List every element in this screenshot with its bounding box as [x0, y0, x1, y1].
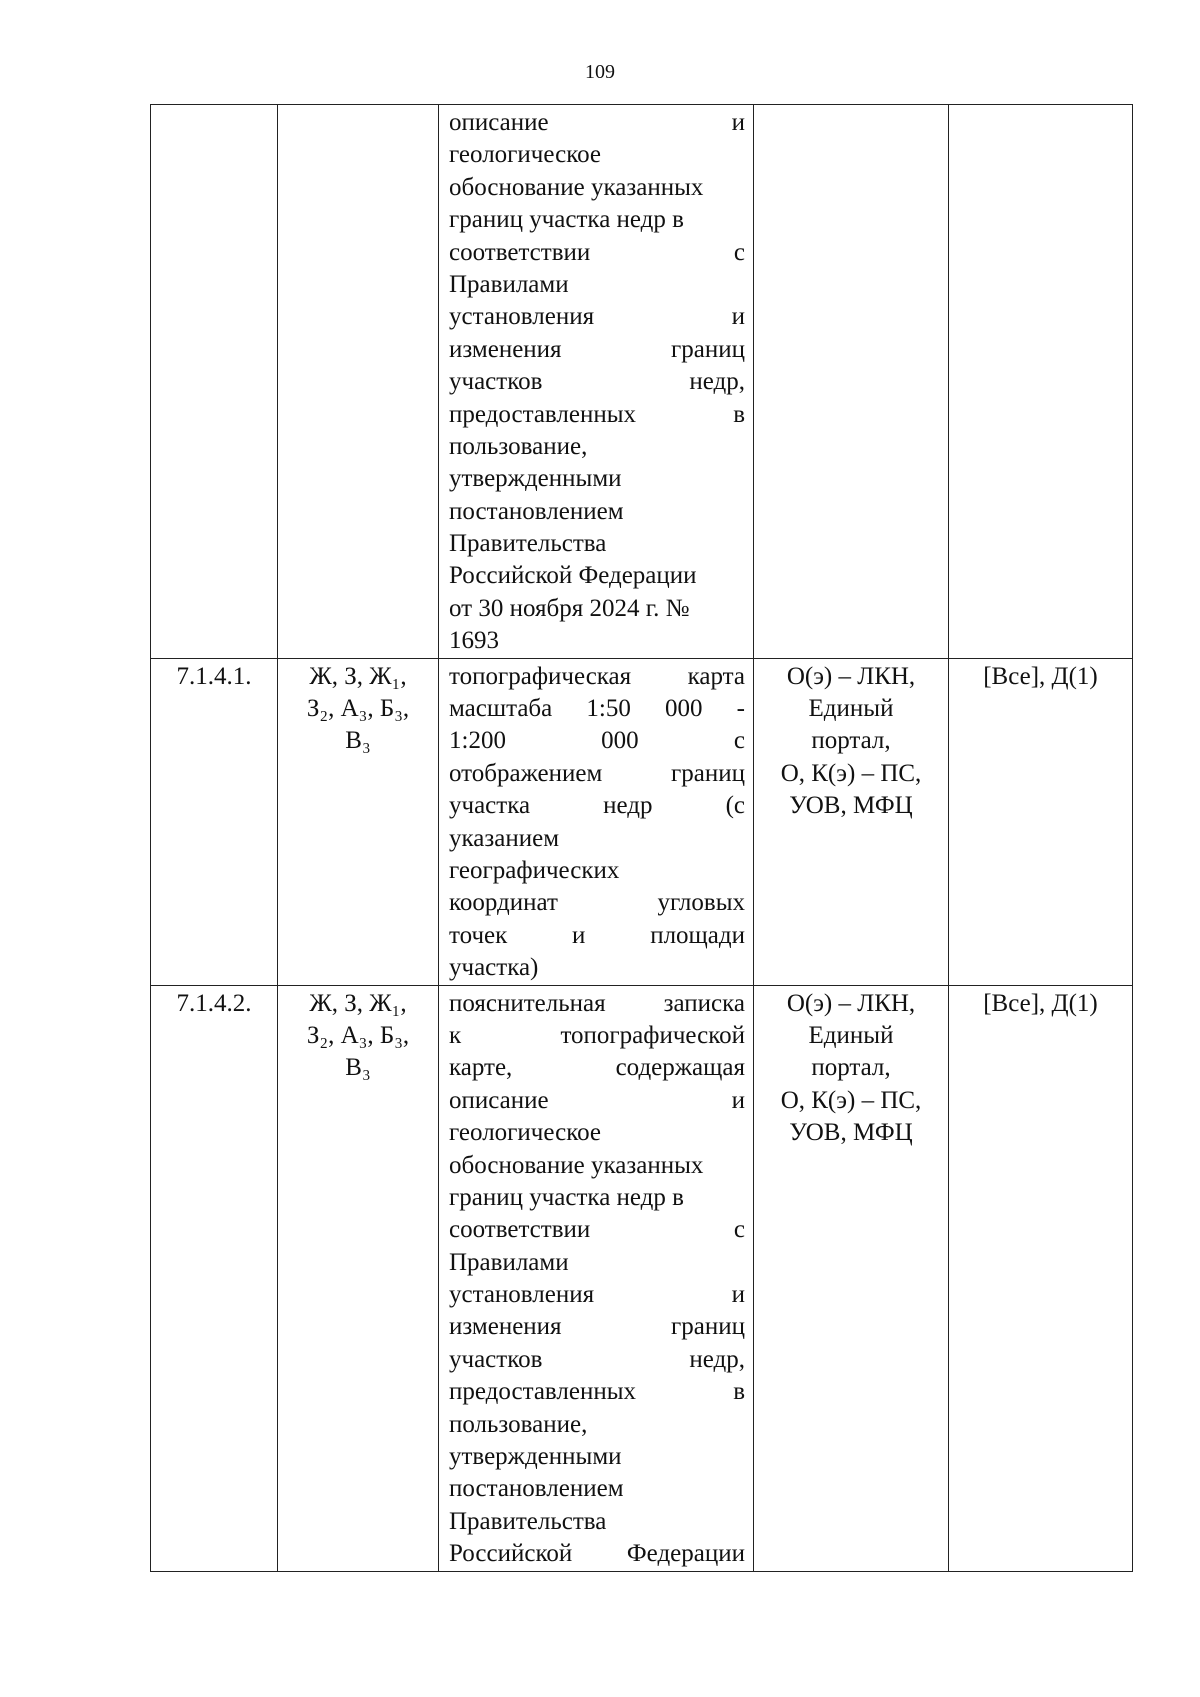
- recipients-text: [Все], Д(1): [983, 989, 1098, 1017]
- description-line: [449, 237, 745, 269]
- codes-cell: [278, 658, 439, 985]
- description-word: недр,: [689, 1345, 745, 1373]
- description-word: участка: [449, 792, 531, 820]
- description-word: постановлением: [449, 497, 624, 525]
- description-word: геологическое: [449, 1119, 601, 1147]
- description-word: недр: [603, 792, 653, 820]
- description-word: масштаба: [449, 695, 553, 723]
- description-line: [449, 139, 745, 171]
- description-word: изменения: [449, 335, 562, 363]
- codes-cell: [278, 105, 439, 659]
- channel-line: О(э) – ЛКН,: [786, 662, 916, 690]
- item-number-cell: [151, 658, 278, 985]
- description-line: [449, 1182, 745, 1214]
- description-word: Правилами: [449, 270, 569, 298]
- table-row: [151, 985, 1133, 1571]
- description-word: участка): [449, 954, 539, 982]
- description-word: границ: [671, 335, 745, 363]
- codes-cell: [278, 985, 439, 1571]
- code-line: В₃: [345, 727, 371, 755]
- description-word: и: [731, 1086, 745, 1114]
- description-word: описание: [449, 109, 549, 136]
- description-line: [449, 1344, 745, 1376]
- description-cell: [439, 985, 754, 1571]
- description-word: геологическое: [449, 141, 601, 169]
- description-word: от 30 ноября 2024 г. №: [449, 594, 690, 622]
- description-line: [449, 1052, 745, 1084]
- description-line: [449, 855, 745, 887]
- description-word: 000: [665, 695, 703, 723]
- code-line: Ж, З, Ж₁,: [309, 989, 407, 1017]
- description-word: содержащая: [615, 1054, 745, 1082]
- table-row: [151, 105, 1133, 659]
- channel-line: портал,: [811, 1054, 891, 1082]
- description-line: [449, 399, 745, 431]
- description-line: [449, 1117, 745, 1149]
- description-line: [449, 1085, 745, 1117]
- description-word: записка: [663, 989, 745, 1017]
- description-line: [449, 528, 745, 560]
- description-line: [449, 693, 745, 725]
- description-word: границ: [671, 1313, 745, 1341]
- description-word: к: [449, 1021, 462, 1049]
- description-word: недр,: [689, 368, 745, 396]
- description-word: установления: [449, 303, 595, 331]
- recipients-cell: [949, 105, 1133, 659]
- description-word: координат: [449, 889, 558, 917]
- description-line: [449, 661, 745, 693]
- description-line: [449, 1376, 745, 1408]
- description-word: и: [572, 921, 586, 949]
- description-line: [449, 823, 745, 855]
- description-word: и: [731, 1281, 745, 1309]
- description-word: указанием: [449, 824, 560, 852]
- channel-line: УОВ, МФЦ: [789, 792, 913, 820]
- description-word: предоставленных: [449, 1378, 637, 1406]
- recipients-cell: [949, 658, 1133, 985]
- description-word: с: [733, 238, 745, 266]
- description-word: соответствии: [449, 238, 591, 266]
- description-word: границ: [671, 759, 745, 787]
- code-line: З₂, А₃, Б₃,: [306, 1021, 410, 1049]
- description-line: [449, 560, 745, 592]
- description-line: [449, 790, 745, 822]
- code-line: В₃: [345, 1054, 371, 1082]
- description-word: 1:50: [586, 695, 631, 723]
- code-line: З₂, А₃, Б₃,: [306, 695, 410, 723]
- description-word: участков: [449, 368, 543, 396]
- description-line: [449, 463, 745, 495]
- description-word: 1693: [449, 627, 499, 655]
- description-word: Российской Федерации: [449, 562, 697, 590]
- description-word: пользование,: [449, 1410, 588, 1438]
- description-line: [449, 204, 745, 236]
- description-line: [449, 366, 745, 398]
- description-word: топографическая: [449, 662, 632, 690]
- description-word: установления: [449, 1281, 595, 1309]
- description-word: отображением: [449, 759, 603, 787]
- description-line: [449, 593, 745, 625]
- channel-line: Единый: [808, 695, 894, 723]
- recipients-text: [Все], Д(1): [983, 662, 1098, 690]
- item-number-cell: [151, 105, 278, 659]
- description-word: угловых: [657, 889, 745, 917]
- channels-cell: [754, 105, 949, 659]
- channel-line: УОВ, МФЦ: [789, 1119, 913, 1147]
- description-line: [449, 172, 745, 204]
- code-line: Ж, З, Ж₁,: [309, 662, 407, 690]
- description-word: обоснование указанных: [449, 173, 704, 201]
- description-line: [449, 887, 745, 919]
- description-line: [449, 1538, 745, 1570]
- description-word: площади: [650, 921, 745, 949]
- channel-line: портал,: [811, 727, 891, 755]
- description-cell: [439, 658, 754, 985]
- description-word: с: [733, 727, 745, 755]
- item-number: 7.1.4.1.: [176, 662, 252, 690]
- description-word: соответствии: [449, 1216, 591, 1244]
- description-line: [449, 1150, 745, 1182]
- description-line: [449, 1473, 745, 1505]
- channel-line: Единый: [808, 1021, 894, 1049]
- description-word: утвержденными: [449, 1443, 622, 1471]
- description-line: [449, 269, 745, 301]
- channel-line: О(э) – ЛКН,: [786, 989, 916, 1017]
- description-word: с: [733, 1216, 745, 1244]
- description-line: [449, 1409, 745, 1441]
- page-number: 109: [585, 61, 615, 83]
- description-word: Российской: [449, 1540, 573, 1568]
- description-line: [449, 1214, 745, 1246]
- description-word: 1:200: [449, 727, 506, 755]
- description-line: [449, 1441, 745, 1473]
- description-word: топографической: [560, 1021, 745, 1049]
- description-word: пользование,: [449, 432, 588, 460]
- description-word: в: [733, 400, 745, 428]
- description-line: [449, 431, 745, 463]
- description-word: Правительства: [449, 1507, 607, 1535]
- description-line: [449, 1247, 745, 1279]
- description-line: [449, 758, 745, 790]
- description-word: 000: [601, 727, 639, 755]
- description-line: [449, 1279, 745, 1311]
- description-line: [449, 496, 745, 528]
- description-line: [449, 334, 745, 366]
- channels-cell: [754, 985, 949, 1571]
- description-line: [449, 988, 745, 1020]
- description-word: и: [731, 303, 745, 331]
- table-row: [151, 658, 1133, 985]
- description-word: Правилами: [449, 1248, 569, 1276]
- description-line: [449, 625, 745, 657]
- description-line: [449, 952, 745, 984]
- description-word: предоставленных: [449, 400, 637, 428]
- description-word: и: [731, 109, 745, 136]
- item-number: 7.1.4.2.: [176, 989, 252, 1017]
- description-line: [449, 725, 745, 757]
- description-word: карте,: [449, 1054, 513, 1082]
- description-line: [449, 107, 745, 139]
- channel-line: О, К(э) – ПС,: [780, 759, 922, 787]
- description-word: Правительства: [449, 530, 607, 558]
- description-word: в: [733, 1378, 745, 1406]
- description-word: изменения: [449, 1313, 562, 1341]
- description-word: Федерации: [626, 1540, 745, 1568]
- description-cell: [439, 105, 754, 659]
- description-line: [449, 1311, 745, 1343]
- description-word: точек: [449, 921, 508, 949]
- channels-cell: [754, 658, 949, 985]
- description-word: (с: [725, 792, 745, 820]
- description-line: [449, 920, 745, 952]
- description-word: границ участка недр в: [449, 1183, 684, 1211]
- recipients-cell: [949, 985, 1133, 1571]
- description-line: [449, 301, 745, 333]
- description-word: карта: [687, 662, 745, 690]
- description-word: -: [736, 695, 745, 723]
- description-word: участков: [449, 1345, 543, 1373]
- channel-line: О, К(э) – ПС,: [780, 1086, 922, 1114]
- description-word: описание: [449, 1086, 549, 1114]
- description-word: обоснование указанных: [449, 1151, 704, 1179]
- description-word: постановлением: [449, 1475, 624, 1503]
- description-word: утвержденными: [449, 465, 622, 493]
- table-body: [151, 105, 1133, 1572]
- description-word: пояснительная: [449, 989, 606, 1017]
- description-line: [449, 1506, 745, 1538]
- document-table: [150, 104, 1133, 1572]
- description-word: географических: [449, 856, 620, 884]
- item-number-cell: [151, 985, 278, 1571]
- description-line: [449, 1020, 745, 1052]
- description-word: границ участка недр в: [449, 206, 684, 234]
